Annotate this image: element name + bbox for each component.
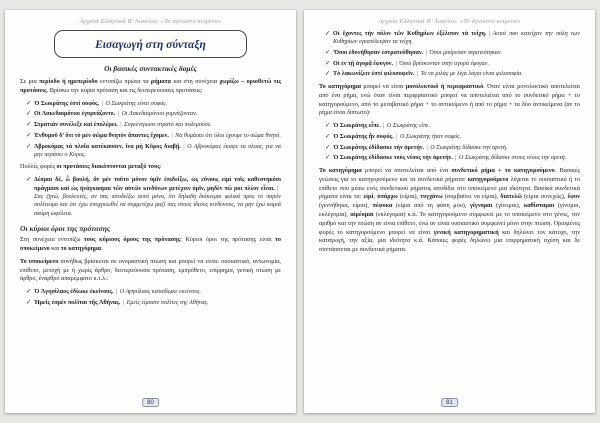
translation-text: Αυτοί που κατείχαν την πόλη των Κυθηρίων εγκατέλειψαν τα τείχη. bbox=[333, 31, 580, 46]
example-item bbox=[26, 143, 281, 160]
ancient-greek-text: Ὅσοι ἐδυνήθησαν ἐστρατεύθησαν. bbox=[333, 50, 424, 56]
page-number: 81 bbox=[441, 398, 459, 407]
ancient-greek-text: Ὁ Σωκράτης ἐδίδασκε τὴν ἀρετήν. bbox=[333, 144, 425, 151]
separator: | bbox=[396, 133, 398, 140]
separator: | bbox=[425, 50, 427, 56]
check-icon: ✓ bbox=[26, 121, 32, 129]
check-icon: ✓ bbox=[325, 122, 331, 130]
translation-text: Σας ζητώ, βουλευτές, αν σας αποδείξω αυτό μόνο, ότι δηλαδή διάκειμαι φιλικά προς το παρόν πολίτευμα και ότι έχω υποχρεωθεί να συμμετέχω μαζί σας στους ίδιους κινδύνους, να μην έχω καμιά ακόμη ωφέλεια. bbox=[34, 193, 281, 217]
example-item bbox=[26, 299, 281, 308]
chapter-title-box bbox=[54, 30, 248, 58]
paragraph: Το κατηγόρημα μπορεί να αποτελείται από ένα συνδετικό ρήμα + το κατηγορούμενο. Βασικές γνώσεις για το κατηγορούμενο και τα συνδετικά ρήματα: κατηγορούμενο λέγεται το ουσιαστικό ή το επίθετο που μέσω ενός συνδετικού ρήματος αποδίδει στο υποκείμενο μια ιδιότητα. Βασικά συνδετικά ρήματα είναι τα: εἰμί, ὑπάρχω (είμαι), τυγχάνω (συμβαίνει να είμαι), διατελῶ (είμαι συνεχώς), ἔφυν (γεννήθηκα, είμαι), πέφυκα (είμαι από τη φύση μου), γίγνομαι (γίνομαι), καθίσταμαι (γίνομαι, εκλέγομαι), αἱρέομαι (εκλέγομαι) κ.ά. Το κατηγορούμενο συμφωνεί με το υποκείμενο στο γένος, τον αριθμό και την πτώση αν είναι επίθετο, ενώ αν είναι ουσιαστικό συμφωνεί μόνο στην πτώση. Ορισμένες φορές το κατηγορούμενο μπορεί να είναι γενική κατηγορηματική και δηλώνει τον κάτοχο, την καταγωγή, την αξία, μια ιδιότητα κ.ά. Κάποιες φορές δηλώνει μια επιρρηματική σχέση και δε συντάσσεται με συνδετικά ρήματα. bbox=[319, 166, 581, 254]
translation-text: Εμείς είμαστε πολίτες της Αθήνας. bbox=[126, 299, 209, 306]
example-item bbox=[26, 110, 281, 119]
translation-text: Ο Σωκράτης είπε. bbox=[386, 123, 431, 130]
example-list bbox=[26, 100, 281, 160]
section-heading: Οι κύριοι όροι της πρότασης bbox=[20, 224, 111, 234]
check-icon: ✓ bbox=[325, 143, 331, 151]
check-icon: ✓ bbox=[325, 132, 331, 140]
example-item bbox=[26, 121, 281, 130]
example-list bbox=[26, 288, 281, 307]
ancient-greek-text: Ὁ Σωκράτης εἶπε. bbox=[333, 123, 381, 130]
separator: | bbox=[426, 144, 428, 151]
chapter-title: Εισαγωγή στη σύνταξη bbox=[95, 39, 206, 51]
translation-text: Όσοι μπόρεσαν στρατεύτηκαν. bbox=[429, 50, 503, 56]
section-subtitle: Οι βασικές συντακτικές δομές bbox=[104, 64, 197, 73]
ancient-greek-text: Στρατιὰν συνέλεξε καὶ ἐπολέμει. bbox=[34, 122, 118, 129]
ancient-greek-text: Ἀβροκόμας τὰ πλοῖα κατέκαυσεν, ἵνα μὴ Κῦρος διαβῇ. bbox=[34, 143, 181, 150]
translation-text: Ο Σωκράτης δίδασκε την αρετή. bbox=[430, 144, 508, 151]
translation-text: Ο Σωκράτης είναι σοφός. bbox=[105, 100, 168, 107]
check-icon: ✓ bbox=[325, 59, 331, 67]
ancient-greek-text: Οἱ Λακεδαιμόνιοι ἐγυμνάζοντο. bbox=[34, 111, 116, 118]
separator: | bbox=[101, 100, 103, 107]
example-item bbox=[325, 30, 580, 47]
translation-text: Ο Σωκράτης ήταν σοφός. bbox=[399, 133, 462, 140]
translation-text: Ο Αβροκόμας έκαψε τα πλοία, για να μην περάσει ο Κύρος. bbox=[34, 143, 281, 158]
ancient-greek-text: Ὁ Σωκράτης ἐδίδασκε τοὺς νέους τὴν ἀρετήν. bbox=[333, 155, 453, 162]
ancient-greek-text: Ὁ Σωκράτης ἦν σοφός. bbox=[333, 133, 394, 140]
translation-text: Να θυμάσαι ότι όλοι έχουμε το σώμα θνητό. bbox=[175, 132, 281, 139]
separator: | bbox=[171, 132, 173, 139]
separator: | bbox=[117, 111, 119, 118]
check-icon: ✓ bbox=[325, 154, 331, 162]
example-item bbox=[26, 288, 281, 297]
example-item bbox=[26, 100, 281, 109]
paragraph: Στη συνέχεια εντοπίζω τους κύριους όρους της πρότασης: Κύριοι όροι της πρότασης είναι το υποκείμενο και το κατηγόρημα. bbox=[20, 236, 281, 252]
translation-text: Οι Λακεδαιμόνιοι γυμνάζονταν. bbox=[121, 111, 198, 118]
translation-text: Όσοι βρίσκονταν στην αγορά έφυγαν. bbox=[399, 60, 489, 67]
example-item bbox=[325, 144, 580, 153]
ancient-greek-text: Ὁ Ἀγησίλαος ἐδίωκε ἐκείνους. bbox=[34, 289, 114, 296]
paragraph: Σε μια περίοδο ή ημιπερίοδο εντοπίζω πρώτα τα ρήματα και στη συνέχεια χωρίζω – οριοθετώ τις προτάσεις. Βρίσκω την κύρια πρόταση και τις δευτερεύουσες προτάσεις: bbox=[20, 78, 281, 94]
page-number: 80 bbox=[142, 398, 160, 407]
check-icon: ✓ bbox=[325, 70, 331, 78]
page-left bbox=[5, 10, 296, 413]
ancient-greek-text: Δέομαι δέ, ὦ βουλή, ἂν μὲν τοῦτο μόνον ὑμῖν ἐπιδείξω, ὡς εὔνους εἰμὶ τοῖς καθεστηκόσι πράγμασι καὶ ὡς ἠνάγκασμαι τῶν αὐτῶν κινδύνων μετέχειν ὑμῖν, μηδέν πώ μοι πλέον εἶναι. bbox=[34, 177, 281, 192]
example-item bbox=[325, 154, 580, 163]
ancient-greek-text: Ἐνθυμοῦ δ’ ὅτι τὸ μὲν σῶμα θνητὸν ἅπαντες ἔχομεν. bbox=[34, 132, 169, 139]
check-icon: ✓ bbox=[26, 110, 32, 118]
check-icon: ✓ bbox=[325, 30, 331, 37]
separator: | bbox=[488, 31, 491, 37]
example-item bbox=[325, 60, 580, 69]
check-icon: ✓ bbox=[325, 49, 331, 56]
example-list bbox=[26, 176, 281, 218]
check-icon: ✓ bbox=[26, 176, 32, 184]
check-icon: ✓ bbox=[26, 288, 32, 296]
translation-text: Το να μιλάς με λίγα λόγια είναι φιλοσοφία. bbox=[420, 71, 523, 78]
page-right bbox=[304, 10, 595, 413]
example-item bbox=[325, 133, 580, 142]
paragraph: Πολλές φορές οι προτάσεις διακόπτονται μεταξύ τους: bbox=[20, 163, 162, 171]
example-item bbox=[325, 122, 580, 131]
running-header: Αρχαία Ελληνικά Β’ Λυκείου: «Το άγνωστο κείμενο» bbox=[79, 18, 222, 25]
separator: | bbox=[416, 71, 419, 78]
check-icon: ✓ bbox=[26, 99, 32, 107]
separator: | bbox=[455, 155, 457, 162]
check-icon: ✓ bbox=[26, 131, 32, 139]
paragraph: Το υποκείμενο συνήθως βρίσκεται σε ονομαστική πτώση και μπορεί να είναι: ουσιαστικό, αντωνυμία, επίθετο, μετοχή με ή χωρίς άρθρο, δευτερεύουσα πρόταση, εμπρόθετο, επίρρημα, γενική πτώση με άρθρο, έναρθρο απαρέμφατο κ.τ.λ.: bbox=[20, 257, 281, 283]
example-item bbox=[26, 176, 281, 218]
check-icon: ✓ bbox=[26, 142, 32, 150]
separator: | bbox=[183, 143, 185, 150]
ancient-greek-text: Οἱ ἐν τῇ ἀγορᾷ ἔφυγον. bbox=[333, 60, 393, 67]
separator: | bbox=[383, 123, 385, 130]
translation-text: Συγκέντρωσε στρατό και πολεμούσε. bbox=[124, 122, 212, 129]
example-item bbox=[325, 70, 580, 79]
ancient-greek-text: Οἱ ἔχοντες τὴν πόλιν τῶν Κυθηρίων ἐξέλιπον τὰ τείχη. bbox=[333, 31, 487, 37]
running-header: Αρχαία Ελληνικά Β’ Λυκείου: «Το άγνωστο κείμενο» bbox=[378, 18, 521, 25]
example-list bbox=[325, 122, 580, 163]
separator: | bbox=[115, 289, 118, 296]
ancient-greek-text: Ἡμεῖς ἐσμὲν πολῖται τῆς Ἀθήνας. bbox=[34, 299, 121, 306]
separator: | bbox=[277, 185, 279, 192]
ancient-greek-text: Ὁ Σωκράτης ἐστὶ σοφός. bbox=[34, 100, 100, 107]
translation-text: Ο Αγησίλαος καταδίωκε εκείνους. bbox=[119, 289, 202, 296]
separator: | bbox=[395, 60, 397, 67]
translation-text: Ο Σωκράτης δίδασκε στους νέους την αρετή. bbox=[459, 155, 567, 162]
example-list bbox=[325, 30, 580, 79]
separator: | bbox=[122, 299, 125, 306]
ancient-greek-text: Τὸ λακωνίζειν ἐστὶ φιλοσοφεῖν. bbox=[333, 71, 415, 78]
example-item bbox=[325, 49, 580, 58]
check-icon: ✓ bbox=[26, 298, 32, 306]
paragraph: Το κατηγόρημα μπορεί να είναι μονολεκτικό ή περιφραστικό. Όταν είναι μονολεκτικό αποτελείται από ένα ρήμα, ενώ όταν είναι περιφραστικό μπορεί να αποτελείται από το συνδετικό ρήμα + το κατηγορούμενο, από το μεταβατικό ρήμα + το αντικείμενο ή από το ρήμα + τα δύο αντικείμενα (αν το ρήμα είναι δίπτωτο): bbox=[319, 83, 580, 117]
example-item bbox=[26, 132, 281, 141]
separator: | bbox=[120, 122, 122, 129]
